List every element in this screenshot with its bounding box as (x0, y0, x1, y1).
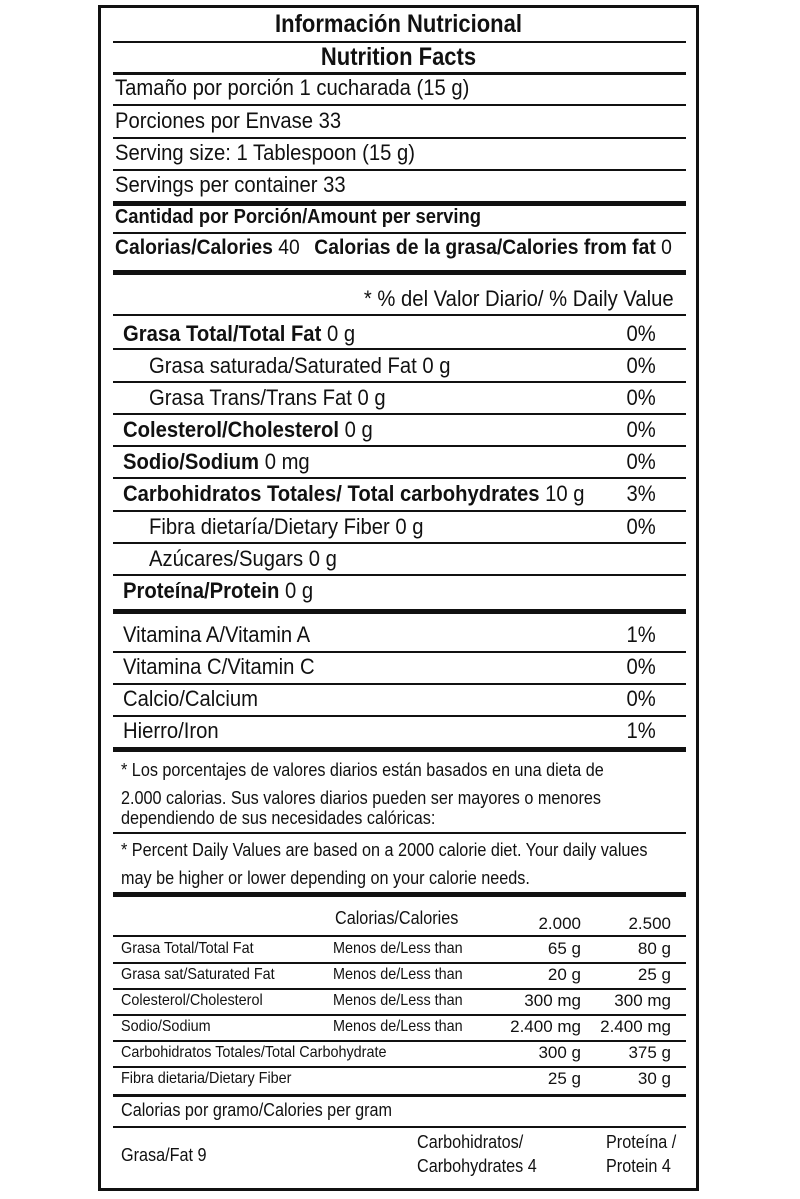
thick-divider (113, 609, 686, 614)
reference-row-value-2000: 300 g (538, 1043, 581, 1062)
divider (113, 104, 686, 106)
footnote-es-line1: * Los porcentajes de valores diarios están basados en una dieta de (121, 760, 604, 780)
nutrient-dv: 0% (626, 385, 656, 410)
divider (113, 542, 686, 544)
vitamin-dv: 1% (626, 718, 656, 743)
nutrient-label: Fibra dietaría/Dietary Fiber (149, 514, 390, 539)
divider (113, 574, 686, 576)
nutrient-amount: 0 g (308, 546, 337, 571)
divider (113, 477, 686, 479)
reference-row-label: Grasa Total/Total Fat (121, 940, 254, 957)
divider (113, 1014, 686, 1016)
divider (113, 1126, 686, 1128)
vitamin-dv: 1% (626, 622, 656, 647)
vitamin-row-iron: Hierro/Iron (123, 718, 219, 743)
thick-divider (113, 747, 686, 752)
vitamin-row-c: Vitamina C/Vitamin C (123, 654, 315, 679)
reference-row-value-2500: 30 g (637, 1069, 671, 1088)
serving-size-es: Tamaño por porción 1 cucharada (15 g) (115, 75, 470, 100)
reference-row-qualifier: Menos de/Less than (333, 992, 463, 1009)
nutrient-row-sugars (149, 546, 652, 572)
daily-value-heading: * % del Valor Diario/ % Daily Value (364, 286, 674, 311)
fat-calories-value: 0 (661, 236, 672, 259)
vitamin-dv: 0% (626, 654, 656, 679)
serving-size-en: Serving size: 1 Tablespoon (15 g) (115, 140, 416, 165)
reference-row-qualifier: Menos de/Less than (333, 1018, 463, 1035)
reference-col-2500: 2.500 (628, 914, 671, 933)
nutrient-dv: 0% (626, 353, 656, 378)
footnote-es-line2: 2.000 calorias. Sus valores diarios pueden ser mayores o menores (121, 788, 601, 808)
nutrient-dv: 0% (626, 417, 656, 442)
nutrient-label: Grasa Trans/Trans Fat (149, 385, 352, 410)
reference-row-qualifier: Menos de/Less than (333, 940, 463, 957)
divider (113, 137, 686, 139)
calories-label: Calorias/Calories (115, 236, 273, 259)
nutrient-row-total-fat (123, 321, 650, 347)
nutrient-label: Azúcares/Sugars (149, 546, 304, 571)
nutrient-label: Proteína/Protein (123, 578, 280, 603)
divider (113, 413, 686, 415)
thick-divider (113, 270, 686, 275)
reference-row-value-2000: 65 g (547, 939, 581, 958)
nutrient-amount: 0 g (284, 578, 314, 603)
title-english: Nutrition Facts (320, 43, 477, 71)
per-gram-fat: Grasa/Fat 9 (121, 1145, 207, 1165)
nutrient-amount: 0 g (357, 385, 386, 410)
vitamin-row-calcium: Calcio/Calcium (123, 686, 258, 711)
footnote-en-line2: may be higher or lower depending on your calorie needs. (121, 868, 530, 888)
divider (113, 169, 686, 171)
reference-row-value-2000: 2.400 mg (510, 1017, 581, 1036)
nutrient-label: Sodio/Sodium (123, 449, 260, 474)
nutrient-dv: 0% (626, 514, 656, 539)
footnote-es-line3: dependiendo de sus necesidades calóricas: (121, 808, 436, 828)
nutrient-label: Grasa saturada/Saturated Fat (149, 353, 417, 378)
divider (113, 232, 686, 234)
reference-row-value-2500: 25 g (637, 965, 671, 984)
nutrient-dv: 0% (626, 321, 656, 346)
reference-row-value-2000: 20 g (547, 965, 581, 984)
per-gram-protein-line1: Proteína / (606, 1132, 677, 1152)
nutrient-amount: 0 g (395, 514, 424, 539)
per-gram-protein-line2: Protein 4 (606, 1156, 671, 1176)
reference-row-value-2500: 375 g (628, 1043, 671, 1062)
footnote-en-line1: * Percent Daily Values are based on a 2000 calorie diet. Your daily values (121, 840, 648, 860)
divider (113, 715, 686, 717)
divider (113, 510, 686, 512)
reference-calories-header: Calorias/Calories (335, 908, 459, 928)
reference-row-value-2500: 2.400 mg (600, 1017, 671, 1036)
divider (113, 381, 686, 383)
reference-row-label: Sodio/Sodium (121, 1018, 211, 1035)
nutrient-dv: 3% (626, 481, 656, 506)
nutrient-row-total-carbohydrates (123, 481, 650, 507)
reference-row-label: Colesterol/Cholesterol (121, 992, 263, 1009)
reference-row-label: Fibra dietaria/Dietary Fiber (121, 1070, 292, 1087)
servings-per-container-es: Porciones por Envase 33 (115, 108, 342, 133)
per-gram-carb-line1: Carbohidratos/ (417, 1132, 524, 1152)
divider (113, 445, 686, 447)
nutrition-facts-panel (98, 5, 699, 1191)
nutrient-row-cholesterol (123, 417, 650, 443)
nutrient-amount: 10 g (545, 481, 585, 506)
divider (113, 1040, 686, 1042)
nutrient-row-saturated-fat (149, 353, 652, 379)
calories-row (115, 236, 672, 260)
amount-per-serving-heading: Cantidad por Porción/Amount per serving (115, 206, 481, 228)
thick-divider (113, 892, 686, 897)
divider (113, 935, 686, 937)
nutrient-label: Colesterol/Cholesterol (123, 417, 339, 442)
calories-per-gram-heading: Calorias por gramo/Calories per gram (121, 1100, 393, 1120)
divider (113, 1066, 686, 1068)
vitamin-dv: 0% (626, 686, 656, 711)
reference-row-qualifier: Menos de/Less than (333, 966, 463, 983)
reference-row-value-2500: 80 g (637, 939, 671, 958)
reference-row-value-2000: 300 mg (524, 991, 581, 1010)
divider (113, 651, 686, 653)
divider (113, 314, 686, 316)
nutrient-row-dietary-fiber (149, 514, 652, 540)
nutrient-row-protein (123, 578, 650, 604)
divider (113, 832, 686, 834)
nutrient-dv: 0% (626, 449, 656, 474)
divider (113, 683, 686, 685)
nutrient-amount: 0 g (326, 321, 356, 346)
reference-row-label: Carbohidratos Totales/Total Carbohydrate (121, 1044, 387, 1061)
nutrient-row-sodium (123, 449, 650, 475)
nutrient-amount: 0 g (422, 353, 451, 378)
reference-row-value-2500: 300 mg (614, 991, 671, 1010)
reference-row-label: Grasa sat/Saturated Fat (121, 966, 275, 983)
divider (113, 988, 686, 990)
reference-row-value-2000: 25 g (547, 1069, 581, 1088)
divider (113, 1094, 686, 1097)
title-spanish: Información Nutricional (275, 10, 522, 38)
fat-calories-label: Calorias de la grasa/Calories from fat (314, 236, 656, 259)
nutrient-amount: 0 mg (264, 449, 310, 474)
nutrient-label: Carbohidratos Totales/ Total carbohydrates (123, 481, 540, 506)
nutrient-label: Grasa Total/Total Fat (123, 321, 322, 346)
nutrient-amount: 0 g (344, 417, 373, 442)
servings-per-container-en: Servings per container 33 (115, 172, 346, 197)
calories-value: 40 (278, 236, 300, 259)
per-gram-carb-line2: Carbohydrates 4 (417, 1156, 537, 1176)
vitamin-row-a: Vitamina A/Vitamin A (123, 622, 311, 647)
divider (113, 348, 686, 350)
nutrient-row-trans-fat (149, 385, 652, 411)
divider (113, 962, 686, 964)
reference-col-2000: 2.000 (538, 914, 581, 933)
